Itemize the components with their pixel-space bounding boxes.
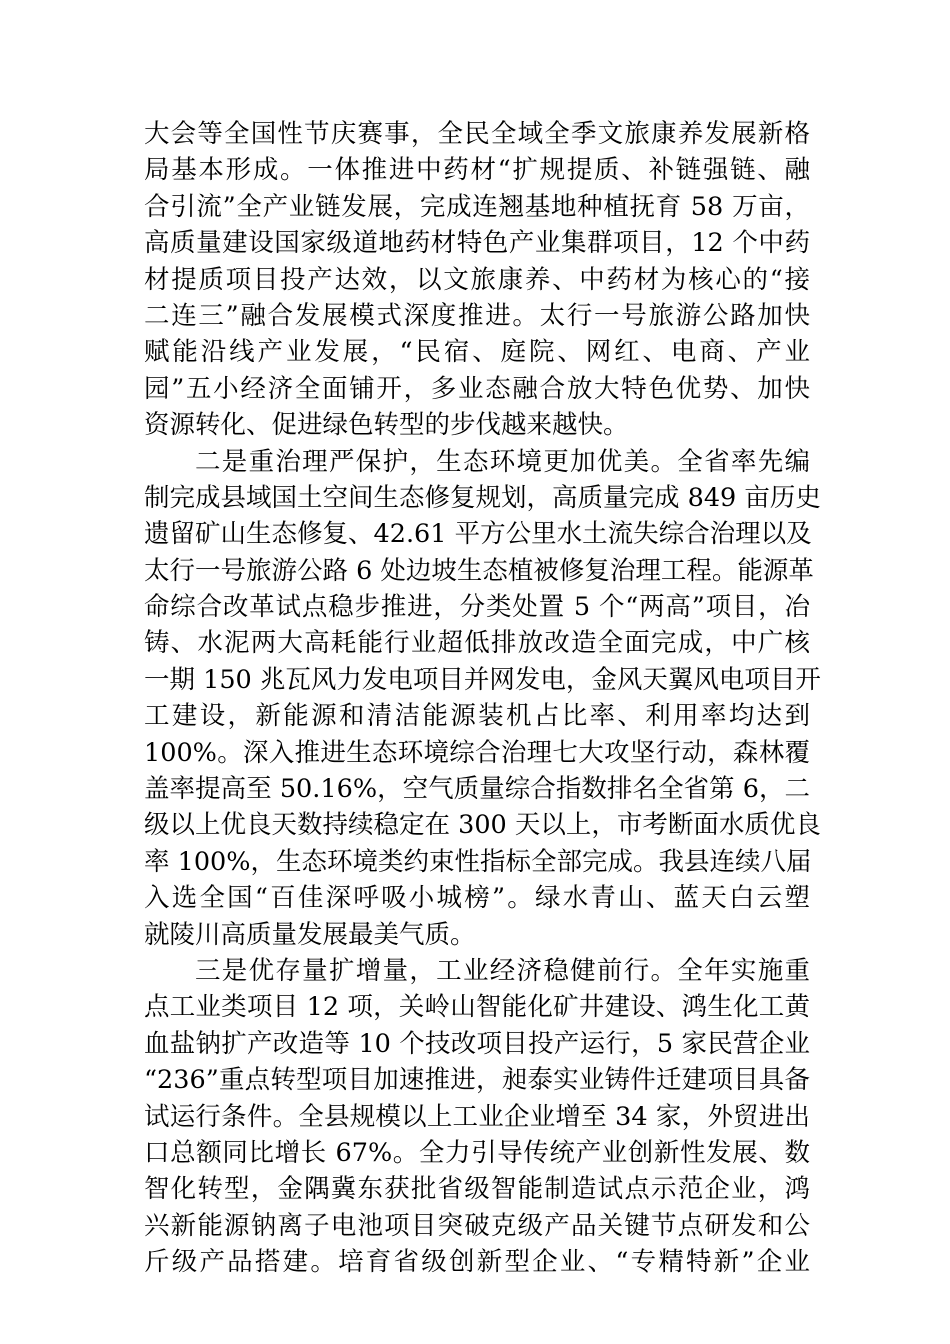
paragraph-culture-tourism xyxy=(144,116,810,444)
text-line: 资源转化、促进绿色转型的步伐越来越快。 xyxy=(144,410,629,441)
text-line: 二连三”融合发展模式深度推进。太行一号旅游公路加快 xyxy=(144,300,810,331)
document-body xyxy=(144,116,821,1281)
text-line: 高质量建设国家级道地药材特色产业集群项目，12 个中药 xyxy=(144,228,810,259)
text-line: 级以上优良天数持续稳定在 300 天以上，市考断面水质优良 xyxy=(144,810,821,841)
text-line: 口总额同比增长 67%。全力引导传统产业创新性发展、数 xyxy=(144,1137,810,1168)
text-line: 斤级产品搭建。培育省级创新型企业、“专精特新”企业 xyxy=(144,1247,810,1278)
text-line: 三是优存量扩增量，工业经济稳健前行。全年实施重 xyxy=(195,955,810,986)
text-line: 遗留矿山生态修复、42.61 平方公里水土流失综合治理以及 xyxy=(144,519,812,550)
text-line: 二是重治理严保护，生态环境更加优美。全省率先编 xyxy=(195,446,810,477)
text-line: 园”五小经济全面铺开，多业态融合放大特色优势、加快 xyxy=(144,373,810,404)
paragraph-industry xyxy=(144,953,810,1281)
text-line: 铸、水泥两大高耗能行业超低排放改造全面完成，中广核 xyxy=(144,628,810,659)
text-line: 命综合改革试点稳步推进，分类处置 5 个“两高”项目，冶 xyxy=(144,592,810,623)
text-line: 合引流”全产业链发展，完成连翘基地种植抚育 58 万亩， xyxy=(144,191,810,222)
text-line: 制完成县域国土空间生态修复规划，高质量完成 849 亩历史 xyxy=(144,482,821,513)
text-line: 点工业类项目 12 项，关岭山智能化矿井建设、鸿生化工黄 xyxy=(144,992,810,1023)
text-line: 赋能沿线产业发展，“民宿、庭院、网红、电商、产业 xyxy=(144,337,810,368)
text-line: 智化转型，金隅冀东获批省级智能制造试点示范企业，鸿 xyxy=(144,1174,810,1205)
paragraph-ecology xyxy=(144,444,821,953)
text-line: 大会等全国性节庆赛事，全民全域全季文旅康养发展新格 xyxy=(144,119,810,149)
text-line: 太行一号旅游公路 6 处边坡生态植被修复治理工程。能源革 xyxy=(144,555,814,586)
text-line: 血盐钠扩产改造等 10 个技改项目投产运行，5 家民营企业 xyxy=(144,1028,810,1059)
text-line: 局基本形成。一体推进中药材“扩规提质、补链强链、融 xyxy=(144,155,810,186)
text-line: 试运行条件。全县规模以上工业企业增至 34 家，外贸进出 xyxy=(144,1101,810,1132)
text-line: 率 100%，生态环境类约束性指标全部完成。我县连续八届 xyxy=(144,846,812,877)
text-line: 盖率提高至 50.16%，空气质量综合指数排名全省第 6，二 xyxy=(144,774,810,805)
text-line: 兴新能源钠离子电池项目突破克级产品关键节点研发和公 xyxy=(144,1210,810,1241)
text-line: 100%。深入推进生态环境综合治理七大攻坚行动，森林覆 xyxy=(144,737,810,768)
text-line: 工建设，新能源和清洁能源装机占比率、利用率均达到 xyxy=(144,701,810,732)
text-line: “236”重点转型项目加速推进，昶泰实业铸件迁建项目具备 xyxy=(144,1065,810,1096)
text-line: 材提质项目投产达效，以文旅康养、中药材为核心的“接 xyxy=(144,264,810,295)
text-line: 一期 150 兆瓦风力发电项目并网发电，金风天翼风电项目开 xyxy=(144,664,821,695)
text-line: 入选全国“百佳深呼吸小城榜”。绿水青山、蓝天白云塑 xyxy=(144,883,810,914)
text-line: 就陵川高质量发展最美气质。 xyxy=(144,919,476,950)
